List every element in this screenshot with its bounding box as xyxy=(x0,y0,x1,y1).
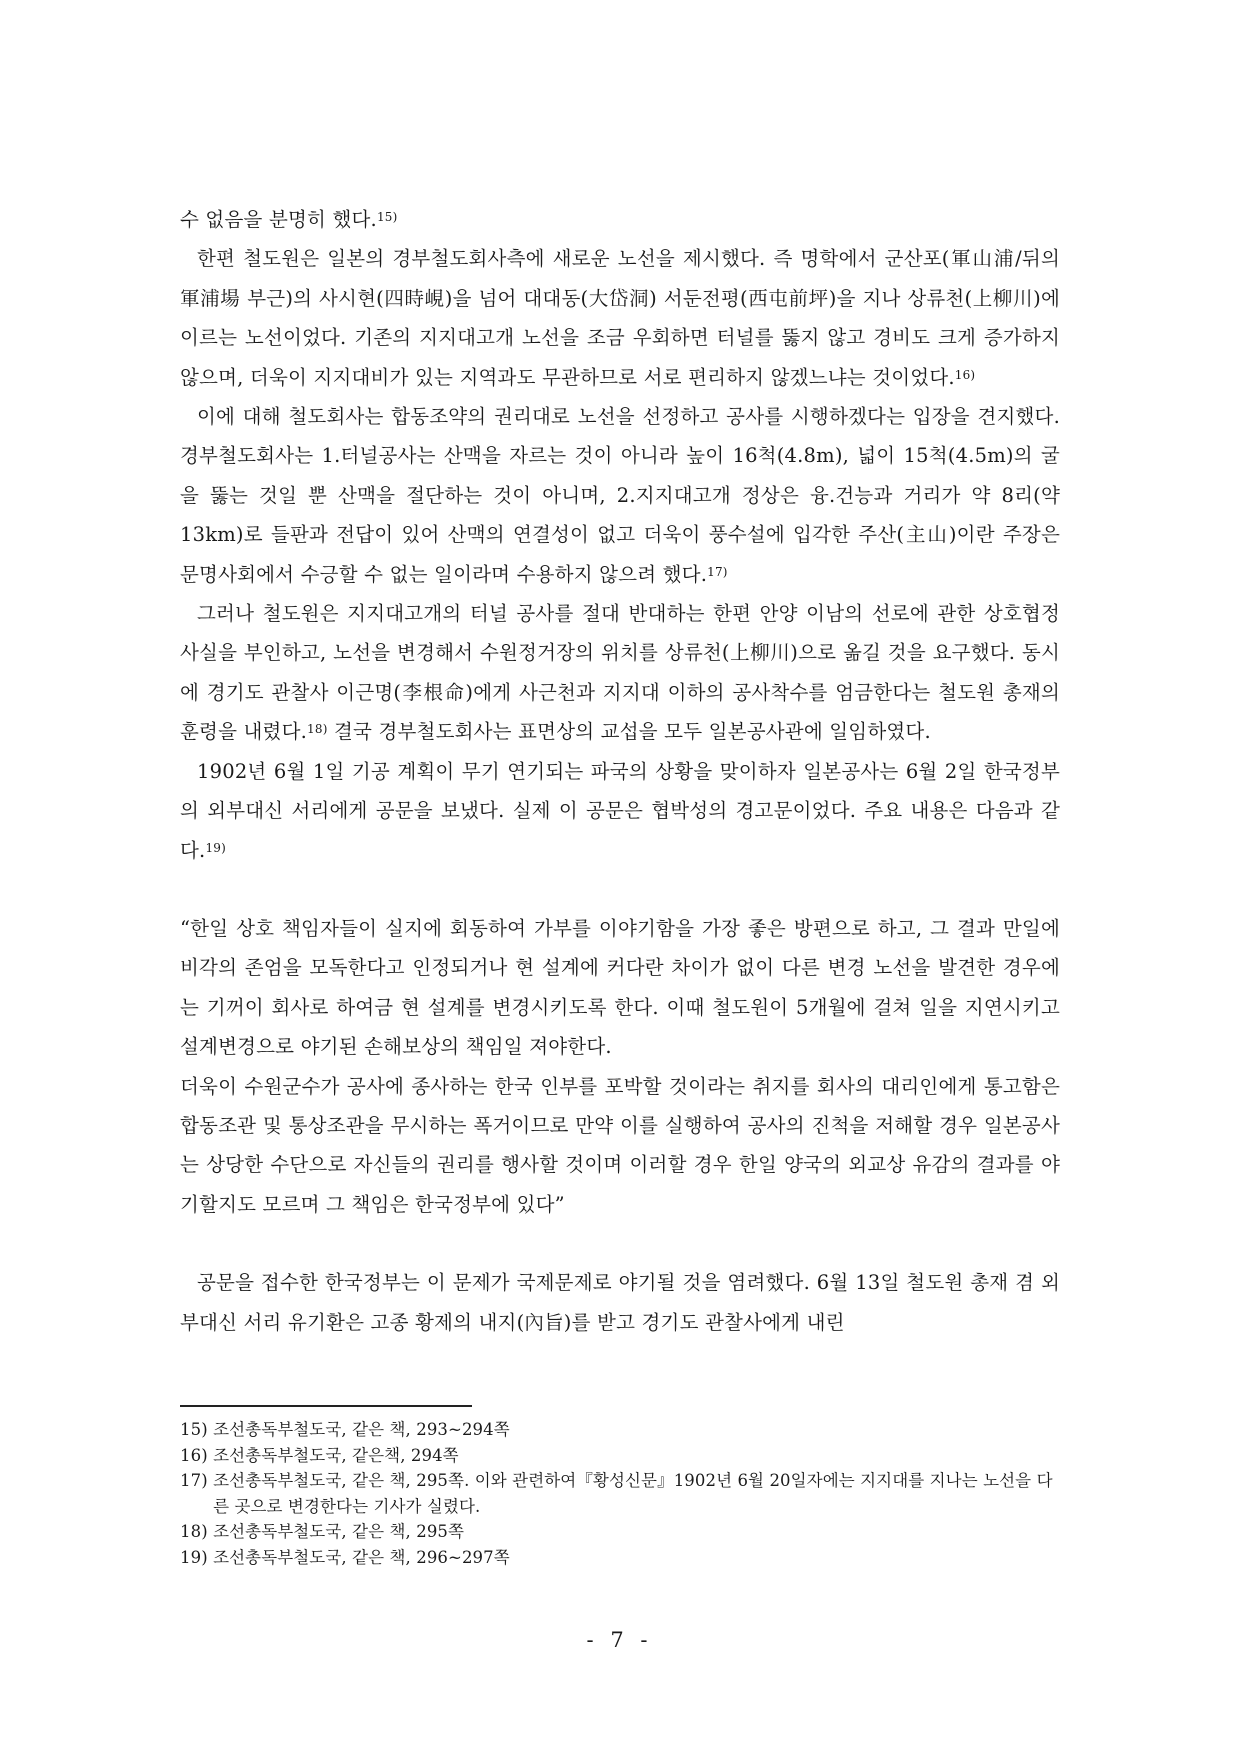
quote-paragraph-2: 더욱이 수원군수가 공사에 종사하는 한국 인부를 포박할 것이라는 취지를 회사의 대리인에게 통고함은 합동조관 및 통상조관을 무시하는 폭거이므로 만약 이를 실행하여 공사의 진척을 저해할 경우 일본공사는 상당한 수단으로 자신들의 권리를 행사할 것이며 이러할 경우 한일 양국의 외교상 유감의 결과를 야기할지도 모르며 그 책임은 한국정부에 있다” xyxy=(180,1074,1060,1216)
footnote-ref-19[interactable]: 19) xyxy=(205,840,226,855)
spacer xyxy=(180,870,1060,909)
quote-paragraph-1: “한일 상호 책임자들이 실지에 회동하여 가부를 이야기함을 가장 좋은 방편으로 하고, 그 결과 만일에 비각의 존엄을 모독한다고 인정되거나 현 설계에 커다란 차이가 없이 다른 변경 노선을 발견한 경우에는 기꺼이 회사로 하여금 현 설계를 변경시키도록 한다. 이때 철도원이 5개월에 걸쳐 일을 지연시키고 설계변경으로 야기된 손해보상의 책임일 져야한다. xyxy=(180,916,1060,1059)
paragraph-3: 이에 대해 철도회사는 합동조약의 권리대로 노선을 선정하고 공사를 시행하겠다는 입장을 견지했다. 경부철도회사는 1.터널공사는 산맥을 자르는 것이 아니라 높이 16척(4.8m), 넓이 15척(4.5m)의 굴을 뚫는 것일 뿐 산맥을 절단하는 것이 아니며, 2.지지대고개 정상은 융.건능과 거리가 약 8리(약 13km)로 들판과 전답이 있어 산맥의 연결성이 없고 더욱이 풍수설에 입각한 주산(主山)이란 주장은 문명사회에서 수긍할 수 없는 일이라며 수용하지 않으려 했다.$^{17)}$ xyxy=(180,405,1060,586)
main-text xyxy=(180,200,1060,1342)
footnotes xyxy=(180,1417,1060,1570)
document-body xyxy=(180,200,1060,1342)
quoted-letter xyxy=(180,909,1060,1224)
footnote-ref-16[interactable]: 16) xyxy=(954,367,976,382)
closing-paragraph: 공문을 접수한 한국정부는 이 문제가 국제문제로 야기될 것을 염려했다. 6월 13일 철도원 총재 겸 외부대신 서리 유기환은 고종 황제의 내지(內旨)를 받고 경기도 관찰사에게 내린 xyxy=(180,1271,1060,1334)
paragraph-2: 한편 철도원은 일본의 경부철도회사측에 새로운 노선을 제시했다. 즉 명학에서 군산포(軍山浦/뒤의 軍浦場 부근)의 사시현(四時峴)을 넘어 대대동(大岱洞) 서둔전평(西屯前坪)을 지나 상류천(上柳川)에 이르는 노선이었다. 기존의 지지대고개 노선을 조금 우회하면 터널를 뚫지 않고 경비도 크게 증가하지 않으며, 더욱이 지지대비가 있는 지역과도 무관하므로 서로 편리하지 않겠느냐는 것이었다.$^{16)}$ xyxy=(180,247,1060,389)
footnote-19: 19) 조선총독부철도국, 같은 책, 296~297쪽 xyxy=(180,1547,510,1567)
footnote-ref-15[interactable]: 15) xyxy=(376,210,398,224)
spacer xyxy=(180,1224,1060,1263)
footnote-divider xyxy=(180,1405,472,1407)
paragraph-5: 1902년 6월 1일 기공 계획이 무기 연기되는 파국의 상황을 맞이하자 일본공사는 6월 2일 한국정부의 외부대신 서리에게 공문을 보냈다. 실제 이 공문은 협박성의 경고문이었다. 주요 내용은 다음과 같다.$^{19)}$ xyxy=(180,759,1060,862)
page-number: - 7 - xyxy=(586,1628,653,1652)
footnote-ref-18[interactable]: 18) xyxy=(307,722,328,737)
footnote-16: 16) 조선총독부철도국, 같은책, 294쪽 xyxy=(180,1445,459,1465)
footnote-ref-17[interactable]: 17) xyxy=(707,564,728,579)
footnote-17: 17) 조선총독부철도국, 같은 책, 295쪽. 이와 관련하여『황성신문』1902년 6월 20일자에는 지지대를 지나는 노선을 다른 곳으로 변경한다는 기사가 실렸다. xyxy=(180,1471,1053,1516)
footnote-15: 15) 조선총독부철도국, 같은 책, 293~294쪽 xyxy=(180,1420,510,1439)
paragraph-4: 그러나 철도원은 지지대고개의 터널 공사를 절대 반대하는 한편 안양 이남의 선로에 관한 상호협정 사실을 부인하고, 노선을 변경해서 수원정거장의 위치를 상류천(上柳川)으로 옮길 것을 요구했다. 동시에 경기도 관찰사 이근명(李根命)에게 사근천과 지지대 이하의 공사착수를 엄금한다는 철도원 총재의 훈령을 내렸다.$^{18)}$ 결국 경부철도회사는 표면상의 교섭을 모두 일본공사관에 일임하였다. xyxy=(180,602,1060,744)
footnote-18: 18) 조선총독부철도국, 같은 책, 295쪽 xyxy=(180,1522,465,1541)
paragraph-1: 수 없음을 분명히 했다.$^{15)}$ xyxy=(180,208,398,231)
